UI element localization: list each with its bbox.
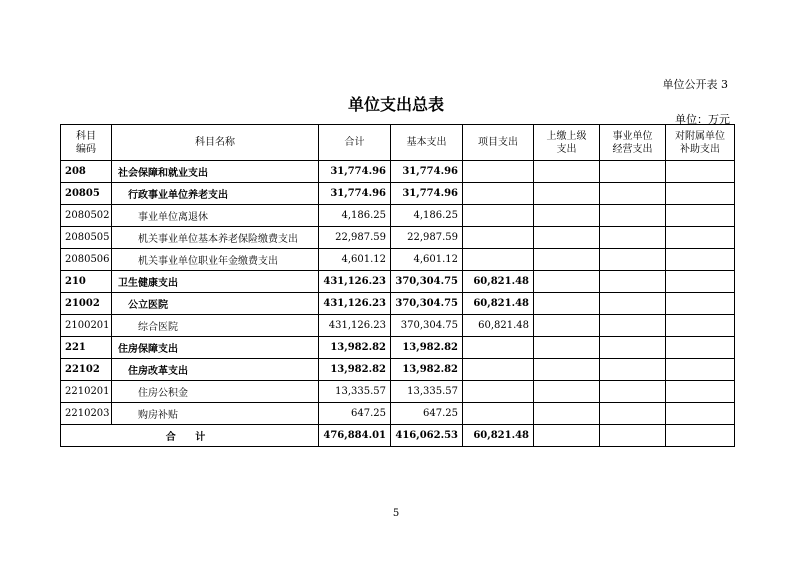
row-project <box>463 249 534 271</box>
row-total: 4,186.25 <box>319 205 391 227</box>
col-header-basic: 基本支出 <box>391 125 463 161</box>
row-upper <box>534 337 600 359</box>
table-row <box>61 359 735 381</box>
row-basic: 647.25 <box>391 403 463 425</box>
row-total: 31,774.96 <box>319 183 391 205</box>
unit-label: 单位：万元 <box>675 113 730 126</box>
row-basic: 370,304.75 <box>391 271 463 293</box>
table-row <box>61 183 735 205</box>
row-business <box>600 227 666 249</box>
table-row <box>61 315 735 337</box>
row-name: 住房改革支出 <box>112 359 319 381</box>
row-code: 2210203 <box>61 403 112 425</box>
total-row <box>61 425 735 447</box>
col-header-total: 合计 <box>319 125 391 161</box>
row-business <box>600 161 666 183</box>
row-name: 购房补贴 <box>112 403 319 425</box>
total-total: 476,884.01 <box>319 425 391 447</box>
total-basic: 416,062.53 <box>391 425 463 447</box>
row-upper <box>534 183 600 205</box>
row-business <box>600 315 666 337</box>
row-basic: 31,774.96 <box>391 183 463 205</box>
page-title: 单位支出总表 <box>347 95 444 114</box>
row-project: 60,821.48 <box>463 315 534 337</box>
row-name: 住房公积金 <box>112 381 319 403</box>
row-name: 事业单位离退休 <box>112 205 319 227</box>
row-name: 社会保障和就业支出 <box>112 161 319 183</box>
total-subsidy <box>666 425 735 447</box>
row-code: 2080506 <box>61 249 112 271</box>
expenditure-table <box>60 124 735 447</box>
row-code: 221 <box>61 337 112 359</box>
table-row <box>61 161 735 183</box>
row-basic: 4,186.25 <box>391 205 463 227</box>
col-header-name: 科目名称 <box>112 125 319 161</box>
row-total: 431,126.23 <box>319 293 391 315</box>
row-subsidy <box>666 249 735 271</box>
row-total: 13,982.82 <box>319 359 391 381</box>
row-upper <box>534 315 600 337</box>
row-project <box>463 227 534 249</box>
row-upper <box>534 403 600 425</box>
row-project: 60,821.48 <box>463 293 534 315</box>
row-subsidy <box>666 271 735 293</box>
row-code: 2100201 <box>61 315 112 337</box>
form-number: 单位公开表 3 <box>662 78 728 91</box>
row-upper <box>534 359 600 381</box>
row-basic: 31,774.96 <box>391 161 463 183</box>
row-subsidy <box>666 183 735 205</box>
row-subsidy <box>666 403 735 425</box>
row-basic: 370,304.75 <box>391 293 463 315</box>
row-total: 13,335.57 <box>319 381 391 403</box>
row-upper <box>534 249 600 271</box>
row-basic: 22,987.59 <box>391 227 463 249</box>
row-business <box>600 249 666 271</box>
row-code: 2210201 <box>61 381 112 403</box>
row-project <box>463 183 534 205</box>
row-upper <box>534 227 600 249</box>
row-total: 4,601.12 <box>319 249 391 271</box>
row-upper <box>534 293 600 315</box>
row-project <box>463 359 534 381</box>
row-business <box>600 205 666 227</box>
row-business <box>600 271 666 293</box>
row-basic: 13,982.82 <box>391 359 463 381</box>
row-project: 60,821.48 <box>463 271 534 293</box>
table-row <box>61 227 735 249</box>
row-subsidy <box>666 205 735 227</box>
row-subsidy <box>666 381 735 403</box>
row-basic: 13,335.57 <box>391 381 463 403</box>
row-upper <box>534 161 600 183</box>
row-name: 行政事业单位养老支出 <box>112 183 319 205</box>
row-project <box>463 161 534 183</box>
table-header-row <box>61 125 735 161</box>
row-code: 20805 <box>61 183 112 205</box>
row-project <box>463 205 534 227</box>
row-project <box>463 381 534 403</box>
row-upper <box>534 381 600 403</box>
row-business <box>600 183 666 205</box>
row-upper <box>534 205 600 227</box>
row-business <box>600 359 666 381</box>
row-subsidy <box>666 161 735 183</box>
col-header-upper: 上缴上级 支出 <box>534 125 600 161</box>
row-basic: 13,982.82 <box>391 337 463 359</box>
table-row <box>61 249 735 271</box>
table-row <box>61 337 735 359</box>
row-name: 机关事业单位职业年金缴费支出 <box>112 249 319 271</box>
row-project <box>463 403 534 425</box>
total-project: 60,821.48 <box>463 425 534 447</box>
row-total: 13,982.82 <box>319 337 391 359</box>
row-subsidy <box>666 293 735 315</box>
row-code: 208 <box>61 161 112 183</box>
row-basic: 370,304.75 <box>391 315 463 337</box>
row-name: 卫生健康支出 <box>112 271 319 293</box>
row-business <box>600 403 666 425</box>
row-code: 21002 <box>61 293 112 315</box>
row-name: 机关事业单位基本养老保险缴费支出 <box>112 227 319 249</box>
row-business <box>600 381 666 403</box>
row-business <box>600 337 666 359</box>
row-name: 公立医院 <box>112 293 319 315</box>
row-name: 住房保障支出 <box>112 337 319 359</box>
row-code: 2080502 <box>61 205 112 227</box>
row-code: 22102 <box>61 359 112 381</box>
total-label: 合 计 <box>61 425 319 447</box>
row-code: 210 <box>61 271 112 293</box>
row-project <box>463 337 534 359</box>
table-row <box>61 205 735 227</box>
table-row <box>61 403 735 425</box>
row-subsidy <box>666 227 735 249</box>
row-total: 431,126.23 <box>319 315 391 337</box>
row-subsidy <box>666 315 735 337</box>
row-subsidy <box>666 359 735 381</box>
row-total: 431,126.23 <box>319 271 391 293</box>
total-business <box>600 425 666 447</box>
col-header-code: 科目 编码 <box>61 125 112 161</box>
page-number: 5 <box>392 508 400 519</box>
table-row <box>61 293 735 315</box>
col-header-project: 项目支出 <box>463 125 534 161</box>
row-basic: 4,601.12 <box>391 249 463 271</box>
total-upper <box>534 425 600 447</box>
row-total: 647.25 <box>319 403 391 425</box>
row-upper <box>534 271 600 293</box>
col-header-business: 事业单位 经营支出 <box>600 125 666 161</box>
row-business <box>600 293 666 315</box>
row-name: 综合医院 <box>112 315 319 337</box>
row-total: 22,987.59 <box>319 227 391 249</box>
table-row <box>61 381 735 403</box>
row-total: 31,774.96 <box>319 161 391 183</box>
row-subsidy <box>666 337 735 359</box>
col-header-subsidy: 对附属单位 补助支出 <box>666 125 735 161</box>
row-code: 2080505 <box>61 227 112 249</box>
table-row <box>61 271 735 293</box>
